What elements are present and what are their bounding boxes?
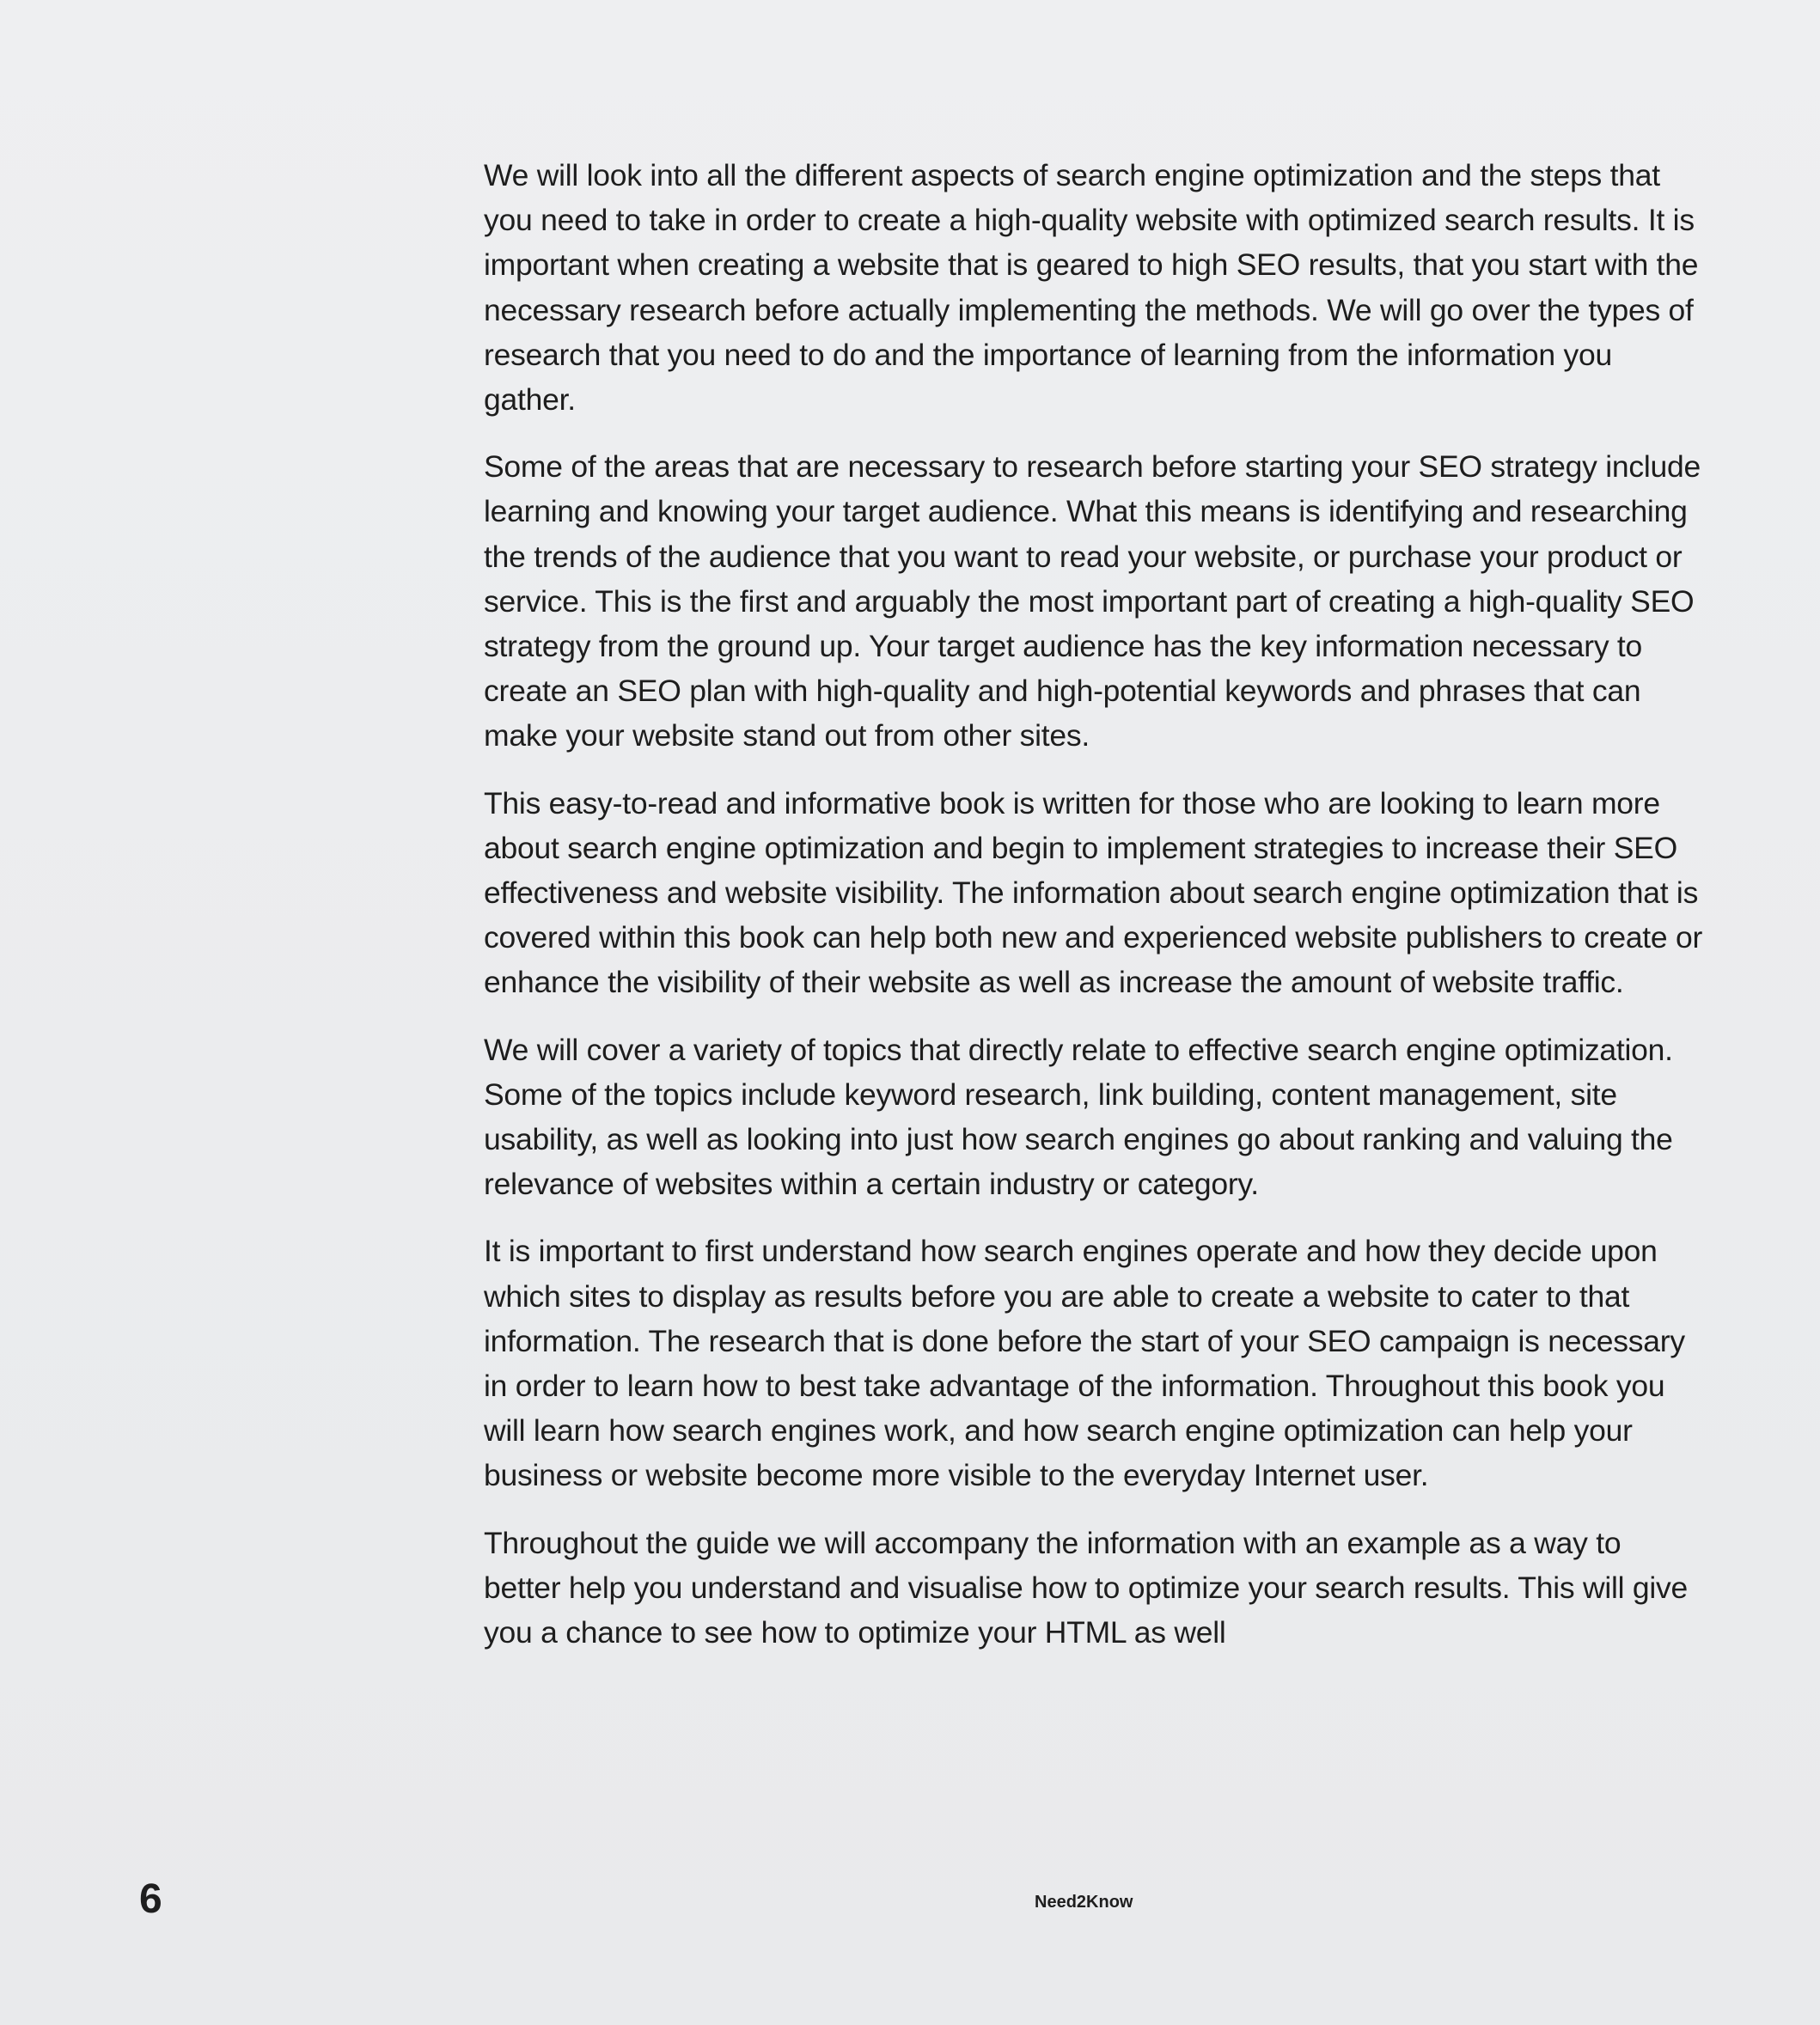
paragraph-2: Some of the areas that are necessary to research before starting your SEO strategy include learning and knowing your target audience. What this means is identifying and researching the trends of the audience that you want to read your website, or purchase your product or service. This is the first and arguably the most important part of creating a high-quality SEO strategy from the ground up. Your target audience has the key information necessary to create an SEO plan with high-quality and high-potential keywords and phrases that can make your website stand out from other sites. (484, 449, 1701, 753)
paragraph-6: Throughout the guide we will accompany the information with an example as a way to better help you understand and visualise how to optimize your search results. This will give you a chance to see how to optimize your HTML as well (484, 1525, 1689, 1650)
paragraph-5: It is important to first understand how search engines operate and how they decide upon which sites to display as results before you are able to create a website to cater to that information. The research that is done before the start of your SEO campaign is necessary in order to learn how to best take advantage of the information. Throughout this book you will learn how search engines work, and how search engine optimization can help your business or website become more visible to the everyday Internet user. (484, 1234, 1685, 1493)
page-number: 6 (139, 1876, 162, 1922)
paragraph-4: We will cover a variety of topics that directly relate to effective search engine optimization. Some of the topics include keyword research, link building, content management, site usability, as well as looking into just how search engines go about ranking and valuing the relevance of websites within a certain industry or category. (484, 1032, 1673, 1202)
body-text (484, 153, 1704, 1677)
series-footer: Need2Know (1035, 1893, 1133, 1912)
paragraph-1: We will look into all the different aspects of search engine optimization and the steps that you need to take in order to create a high-quality website with optimized search results. It is important when creating a website that is geared to high SEO results, that you start with the necessary research before actually implementing the methods. We will go over the types of research that you need to do and the importance of learning from the information you gather. (484, 158, 1699, 418)
paragraph-3: This easy-to-read and informative book is written for those who are looking to learn more about search engine optimization and begin to implement strategies to increase their SEO effectiveness and website visibility. The information about search engine optimization that is covered within this book can help both new and experienced website publishers to create or enhance the visibility of their website as well as increase the amount of website traffic. (484, 785, 1703, 1000)
